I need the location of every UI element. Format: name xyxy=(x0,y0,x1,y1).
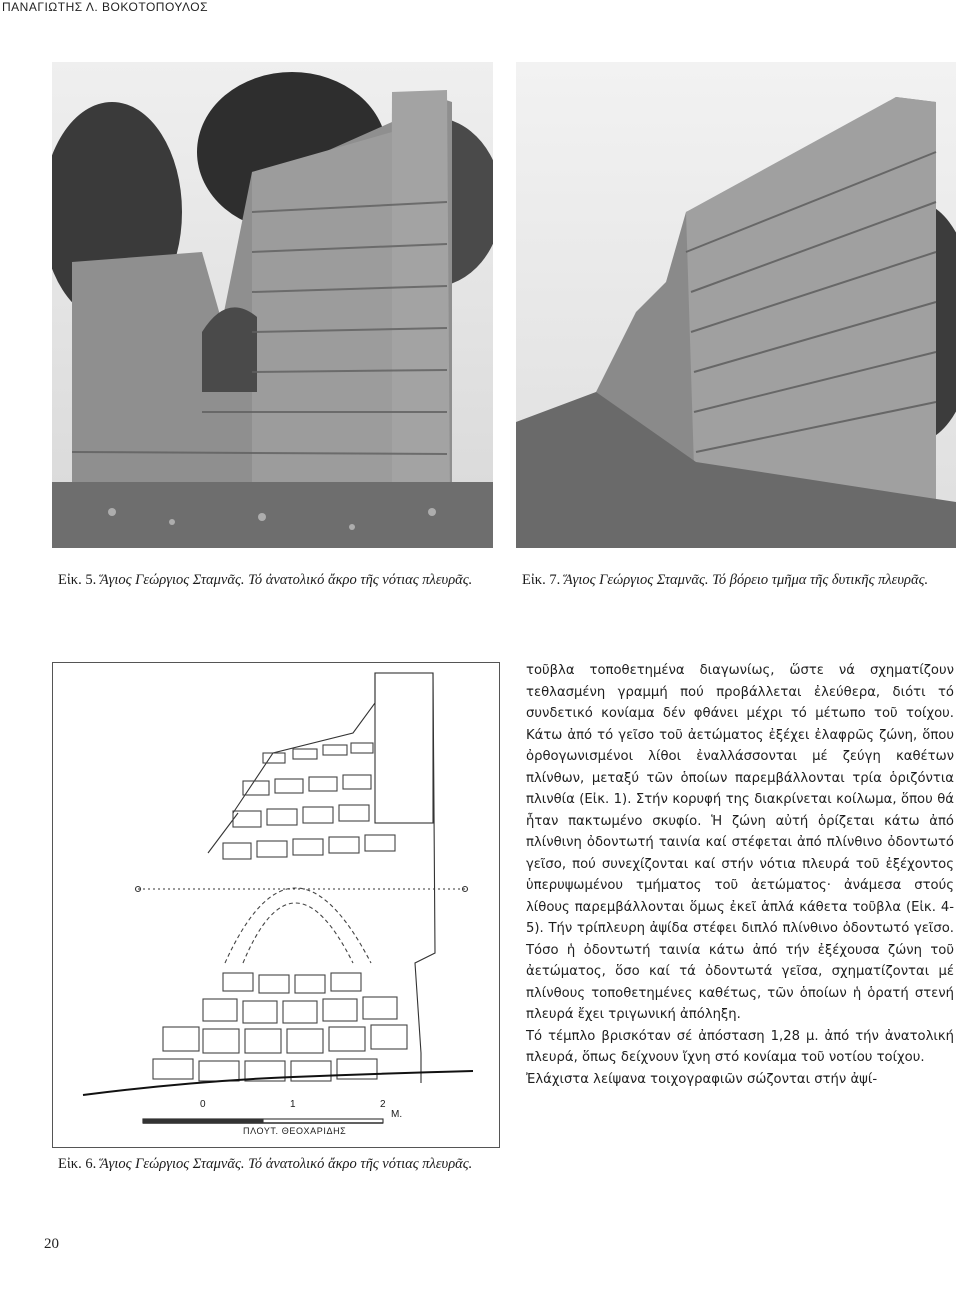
caption-label: Εἰκ. 7. xyxy=(522,572,561,588)
caption-label: Εἰκ. 5. xyxy=(58,572,97,588)
scale-tick-2: 2 xyxy=(380,1099,386,1110)
caption-figure-6 xyxy=(58,1155,498,1174)
paragraph: τοῦβλα τοποθετημένα διαγωνίως, ὥστε νά σχηματίζουν τεθλασμένη γραμμή πού προβάλλεται ἐλεύθερα, διότι τό συνδετικό κονίαμα δέν φθάνει μέχρι τό μέτωπο τοῦ τοίχου. Κάτω ἀπό τό γεῖσο τοῦ ἀετώματος ἐξέχει ἐλαφρῶς ζώνη, ὅπου ὀρθογωνισμένοι λίθοι ἐναλλάσσονται μέ ζεύγη καθέτων πλίνθων, μεταξύ τῶν ὁποίων παρεμβάλλονται τρία ὁριζόντια πλινθία (Εἰκ. 1). Στήν κορυφή της διακρίνεται κοίλωμα, ὅπου θά ἦταν πακτωμένο σκυφίο. Ἡ ζώνη αὐτή ὁρίζεται κάτω ἀπό πλίνθινη ὀδοντωτή ταινία καί στέφεται ἀπό πλίνθινο ὀδοντωτό γεῖσο, πού συνεχίζονται καί στήν νότια πλευρά τοῦ ἐξέχοντος ὑπερυψωμένου τμήματος τοῦ ἀετώματος· ἀνάμεσα στούς λίθους παρεμβάλλονται ὅμως ἐκεῖ ἁπλά κάθετα τοῦβλα (Εἰκ. 4-5). Τήν τρίπλευρη ἀψίδα στέφει διπλό πλίνθινο ὀδοντωτό γεῖσο. Τόσο ἡ ὀδοντωτή ταινία κάτω ἀπό τήν ἐξέχουσα ζώνη τοῦ ἀετώματος, ὅσο καί τά ὀδοντωτά γεῖσα, σχηματίζονται μέ πλίνθους τοποθετημένες καθέτως, τῶν ὁποίων ἡ ὁρατή στενή πλευρά ἔχει τριγωνική ἀπόληξη. xyxy=(526,663,954,1022)
body-text xyxy=(526,660,954,1090)
caption-text: Ἅγιος Γεώργιος Σταμνᾶς. Τό ἀνατολικό ἄκρο τῆς νότιας πλευρᾶς. xyxy=(99,1156,473,1172)
caption-figure-7 xyxy=(522,571,952,590)
page-number: 20 xyxy=(44,1236,59,1252)
caption-text: Ἅγιος Γεώργιος Σταμνᾶς. Τό ἀνατολικό ἄκρο τῆς νότιας πλευρᾶς. xyxy=(99,572,473,588)
paragraph: Ἐλάχιστα λείψανα τοιχογραφιῶν σώζονται στήν ἀψί- xyxy=(526,1071,878,1087)
drawing-credit: ΠΛΟΥΤ. ΘΕΟΧΑΡΙΔΗΣ xyxy=(243,1126,347,1136)
running-head: ΠΑΝΑΓΙΩΤΗΣ Λ. ΒΟΚΟΤΟΠΟΥΛΟΣ xyxy=(2,0,209,14)
scale-unit: Μ. xyxy=(391,1109,403,1120)
drawing-figure-6 xyxy=(52,662,500,1148)
scale-tick-0: 0 xyxy=(200,1099,206,1110)
caption-text: Ἅγιος Γεώργιος Σταμνᾶς. Τό βόρειο τμῆμα τῆς δυτικῆς πλευρᾶς. xyxy=(563,572,929,588)
photo-figure-5 xyxy=(52,62,493,548)
caption-label: Εἰκ. 6. xyxy=(58,1156,97,1172)
scale-tick-1: 1 xyxy=(290,1099,296,1110)
paragraph: Τό τέμπλο βρισκόταν σέ ἀπόσταση 1,28 μ. ἀπό τήν ἀνατολική πλευρά, ὅπως δείχνουν ἴχνη στό κονίαμα τοῦ νοτίου τοίχου. xyxy=(526,1028,954,1065)
caption-figure-5 xyxy=(58,571,498,590)
photo-figure-7 xyxy=(516,62,956,548)
